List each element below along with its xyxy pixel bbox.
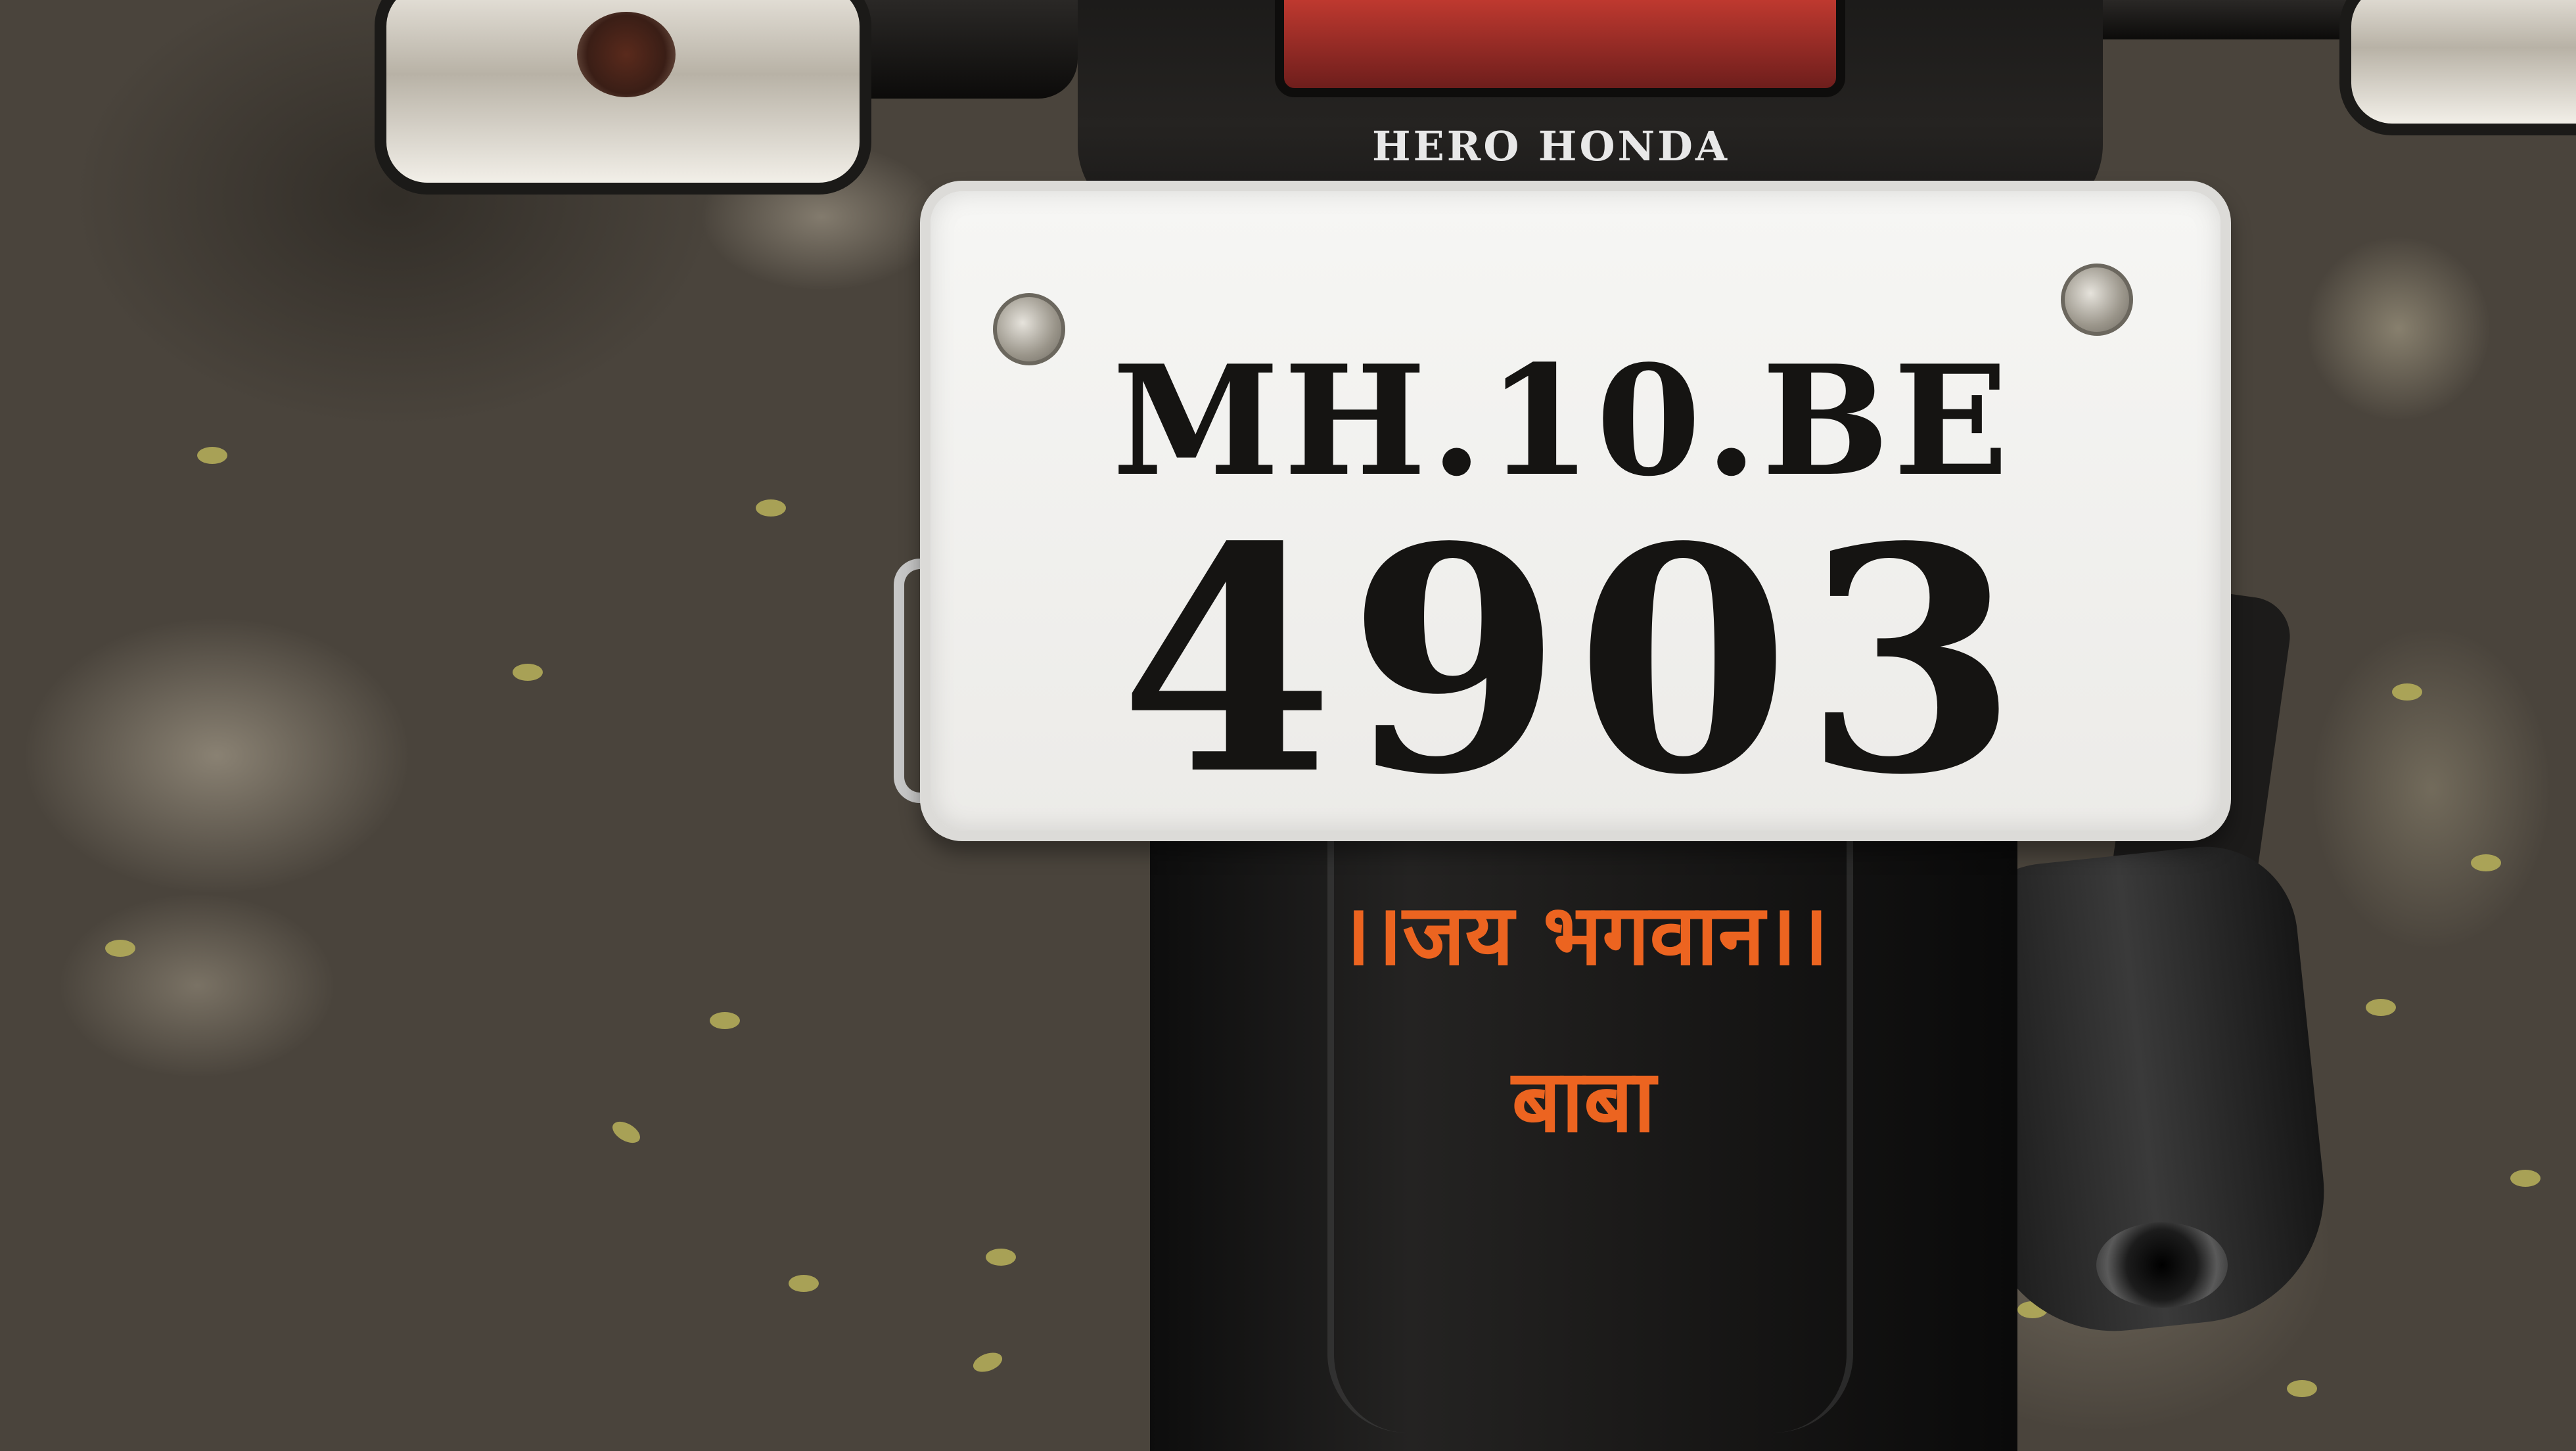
leaf <box>2510 1170 2541 1187</box>
brand-logo: HERO HONDA <box>1371 122 1730 170</box>
leaf <box>756 499 786 517</box>
plate-registration-prefix: MH.10.BE <box>1112 333 2013 510</box>
turn-indicator-right <box>2339 0 2576 135</box>
leaf <box>986 1249 1016 1266</box>
leaf <box>710 1012 740 1029</box>
indicator-bulb <box>577 12 676 97</box>
leaf <box>2287 1380 2317 1397</box>
tail-light <box>1275 0 1845 97</box>
leaf <box>2366 999 2396 1016</box>
license-plate <box>920 181 2231 841</box>
indicator-stalk-right <box>2070 0 2385 39</box>
plate-registration-number: 4903 <box>1119 480 2032 842</box>
leaf <box>789 1275 819 1292</box>
sticker-line-1: ।।जय भगवान।। <box>1339 887 1829 984</box>
leaf <box>105 940 135 957</box>
leaf <box>2392 683 2422 701</box>
leaf <box>513 664 543 681</box>
sticker-line-2: बाबा <box>1511 1051 1656 1152</box>
turn-indicator-left <box>375 0 871 195</box>
bolt-icon <box>2061 264 2133 336</box>
leaf <box>2471 854 2501 871</box>
leaf <box>197 447 227 464</box>
exhaust-tip <box>2096 1222 2228 1308</box>
